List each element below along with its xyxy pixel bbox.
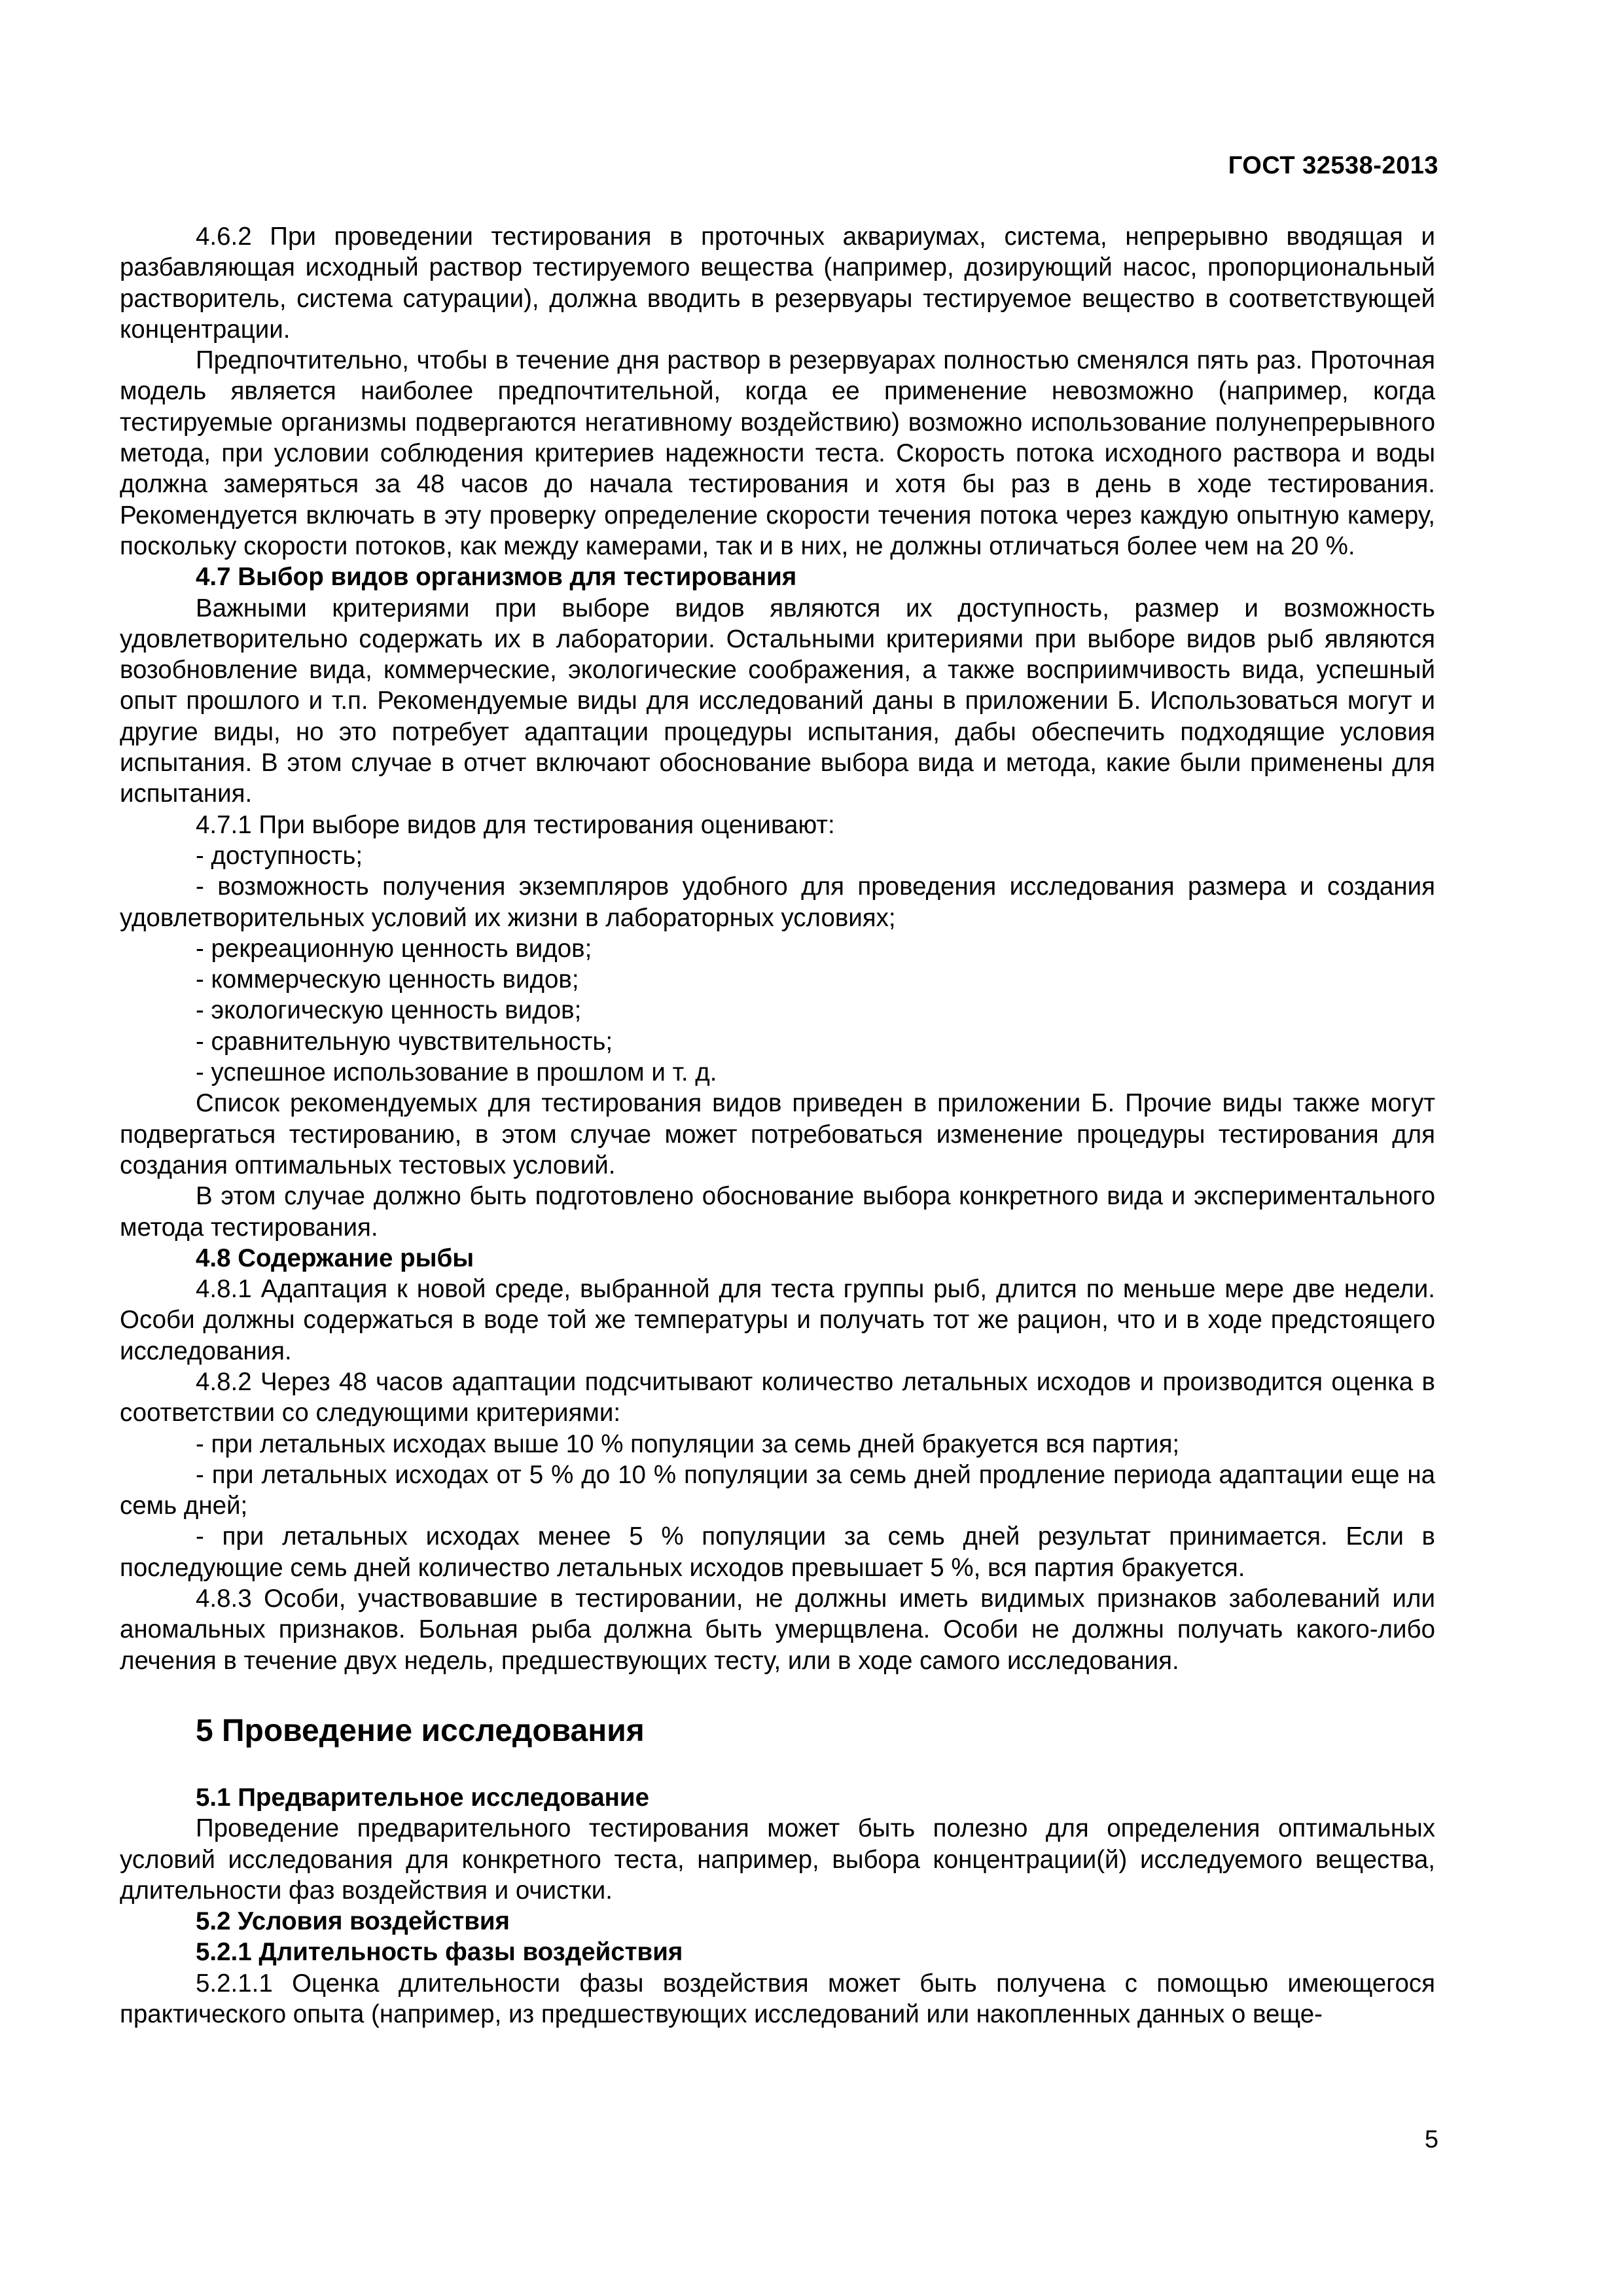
paragraph: 4.8.3 Особи, участвовавшие в тестировании, не должны иметь видимых признаков заболеваний или аномальных признаков. Больная рыба должна быть умерщвлена. Особи не должны получать какого-либо лечения в течение двух недель, предшествующих тесту, или в ходе самого исследования.: [120, 1585, 1435, 1675]
paragraph: В этом случае должно быть подготовлено обоснование выбора конкретного вида и экспериментального метода тестирования.: [120, 1182, 1435, 1242]
standard-number: ГОСТ 32538-2013: [1228, 152, 1438, 179]
paragraph: Список рекомендуемых для тестирования видов приведен в приложении Б. Прочие виды также могут подвергаться тестированию, в этом случае может потребоваться изменение процедуры тестирования для создания оптимальных тестовых условий.: [120, 1089, 1435, 1179]
list-item: - при летальных исходах от 5 % до 10 % популяции за семь дней продление периода адаптации еще на семь дней;: [120, 1460, 1435, 1520]
list-item: - доступность;: [196, 841, 363, 870]
list-item: - экологическую ценность видов;: [196, 996, 582, 1025]
paragraph: Предпочтительно, чтобы в течение дня раствор в резервуарах полностью сменялся пять раз. Проточная модель является наиболее предпочтительной, когда ее применение невозможно (например, когда тестируемые организмы подвергаются негативному воздействию) возможно использование полунепрерывного метода, при условии соблюдения критериев надежности теста. Скорость потока исходного раствора и воды должна замеряться за 48 часов до начала тестирования и хотя бы раз в день в ходе тестирования. Рекомендуется включать в эту проверку определение скорости течения потока через каждую опытную камеру, поскольку скорости потоков, как между камерами, так и в них, не должны отличаться более чем на 20 %.: [120, 346, 1435, 560]
paragraph: 4.7.1 При выборе видов для тестирования оценивают:: [196, 810, 835, 839]
paragraph: 4.8.2 Через 48 часов адаптации подсчитывают количество летальных исходов и производится оценка в соответствии со следующими критериями:: [120, 1367, 1435, 1427]
page-number: 5: [1424, 2126, 1438, 2153]
list-item: - рекреационную ценность видов;: [196, 934, 592, 963]
paragraph: Важными критериями при выборе видов являются их доступность, размер и возможность удовлетворительно содержать их в лаборатории. Остальными критериями при выборе видов рыб являются возобновление вида, коммерческие, экологические соображения, а также восприимчивость вида, успешный опыт прошлого и т.п. Рекомендуемые виды для исследований даны в приложении Б. Использоваться могут и другие виды, но это потребует адаптации процедуры испытания, дабы обеспечить подходящие условия испытания. В этом случае в отчет включают обоснование выбора вида и метода, какие были применены для испытания.: [120, 594, 1435, 808]
subsection-heading: 5.2 Условия воздействия: [196, 1907, 510, 1936]
paragraph: 4.8.1 Адаптация к новой среде, выбранной для теста группы рыб, длится по меньше мере две недели. Особи должны содержаться в воде той же температуры и получать тот же рацион, что и в ходе предстоящего исследования.: [120, 1275, 1435, 1365]
paragraph: 5.2.1.1 Оценка длительности фазы воздействия может быть получена с помощью имеющегося практического опыта (например, из предшествующих исследований или накопленных данных о веще-: [120, 1969, 1435, 2029]
list-item: - сравнительную чувствительность;: [196, 1027, 613, 1056]
subsection-heading: 5.1 Предварительное исследование: [196, 1783, 649, 1812]
subsection-heading: 4.7 Выбор видов организмов для тестирования: [196, 563, 797, 592]
document-body: [120, 221, 1435, 2030]
subsection-heading: 4.8 Содержание рыбы: [196, 1244, 474, 1272]
list-item: - при летальных исходах выше 10 % популяции за семь дней бракуется вся партия;: [196, 1429, 1180, 1458]
list-item: - при летальных исходах менее 5 % популяции за семь дней результат принимается. Если в последующие семь дней количество летальных исходов превышает 5 %, вся партия бракуется.: [120, 1522, 1435, 1582]
list-item: - успешное использование в прошлом и т. д.: [196, 1058, 717, 1087]
paragraph: Проведение предварительного тестирования может быть полезно для определения оптимальных условий исследования для конкретного теста, например, выбора концентрации(й) исследуемого вещества, длительности фаз воздействия и очистки.: [120, 1814, 1435, 1905]
list-item: - коммерческую ценность видов;: [196, 965, 579, 994]
paragraph: 4.6.2 При проведении тестирования в проточных аквариумах, система, непрерывно вводящая и разбавляющая исходный раствор тестируемого вещества (например, дозирующий насос, пропорциональный растворитель, система сатурации), должна вводить в резервуары тестируемое вещество в соответствующей концентрации.: [120, 223, 1435, 344]
subsection-heading: 5.2.1 Длительность фазы воздействия: [196, 1938, 683, 1967]
section-heading: 5 Проведение исследования: [196, 1713, 645, 1748]
list-item: - возможность получения экземпляров удобного для проведения исследования размера и создания удовлетворительных условий их жизни в лабораторных условиях;: [120, 872, 1435, 932]
